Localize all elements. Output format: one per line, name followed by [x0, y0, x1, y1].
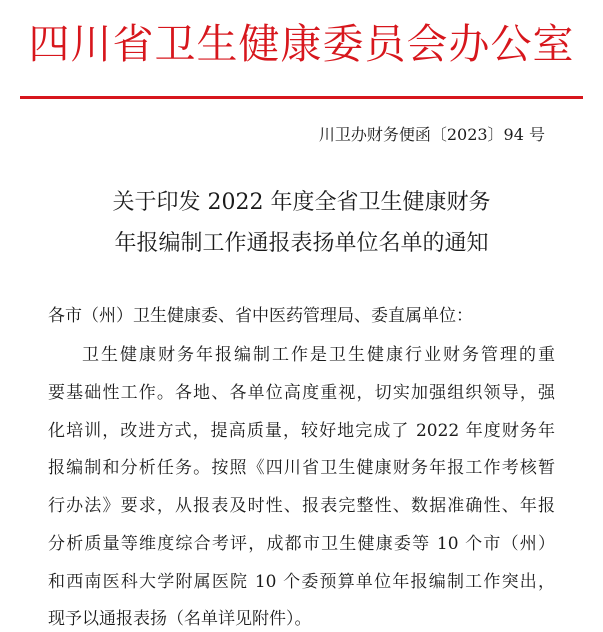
body-paragraph-line: 卫生健康财务年报编制工作是卫生健康行业财务管理的重 — [82, 345, 555, 365]
body-paragraph-line: 行办法》要求，从报表及时性、报表完整性、数据准确性、年报 — [48, 496, 555, 516]
salutation: 各市（州）卫生健康委、省中医药管理局、委直属单位： — [48, 306, 473, 326]
document-title-line-1: 关于印发 2022 年度全省卫生健康财务 — [112, 190, 491, 215]
issuing-office-header: 四川省卫生健康委员会办公室 — [28, 20, 575, 68]
body-paragraph-line: 要基础性工作。各地、各单位高度重视，切实加强组织领导，强 — [48, 383, 555, 403]
document-title-line-2: 年报编制工作通报表扬单位名单的通知 — [114, 231, 489, 256]
body-paragraph-line: 分析质量等维度综合考评，成都市卫生健康委等 10 个市（州） — [48, 534, 555, 554]
body-paragraph-line: 化培训，改进方式，提高质量，较好地完成了 2022 年度财务年 — [48, 421, 555, 441]
body-paragraph-line: 和西南医科大学附属医院 10 个委预算单位年报编制工作突出， — [48, 572, 555, 592]
body-paragraph-line: 报编制和分析任务。按照《四川省卫生健康财务年报工作考核暂 — [48, 458, 555, 478]
header-divider-rule — [20, 96, 583, 99]
document-number: 川卫办财务便函〔2023〕94 号 — [318, 125, 545, 144]
body-paragraph-line: 现予以通报表扬（名单详见附件）。 — [48, 609, 312, 629]
